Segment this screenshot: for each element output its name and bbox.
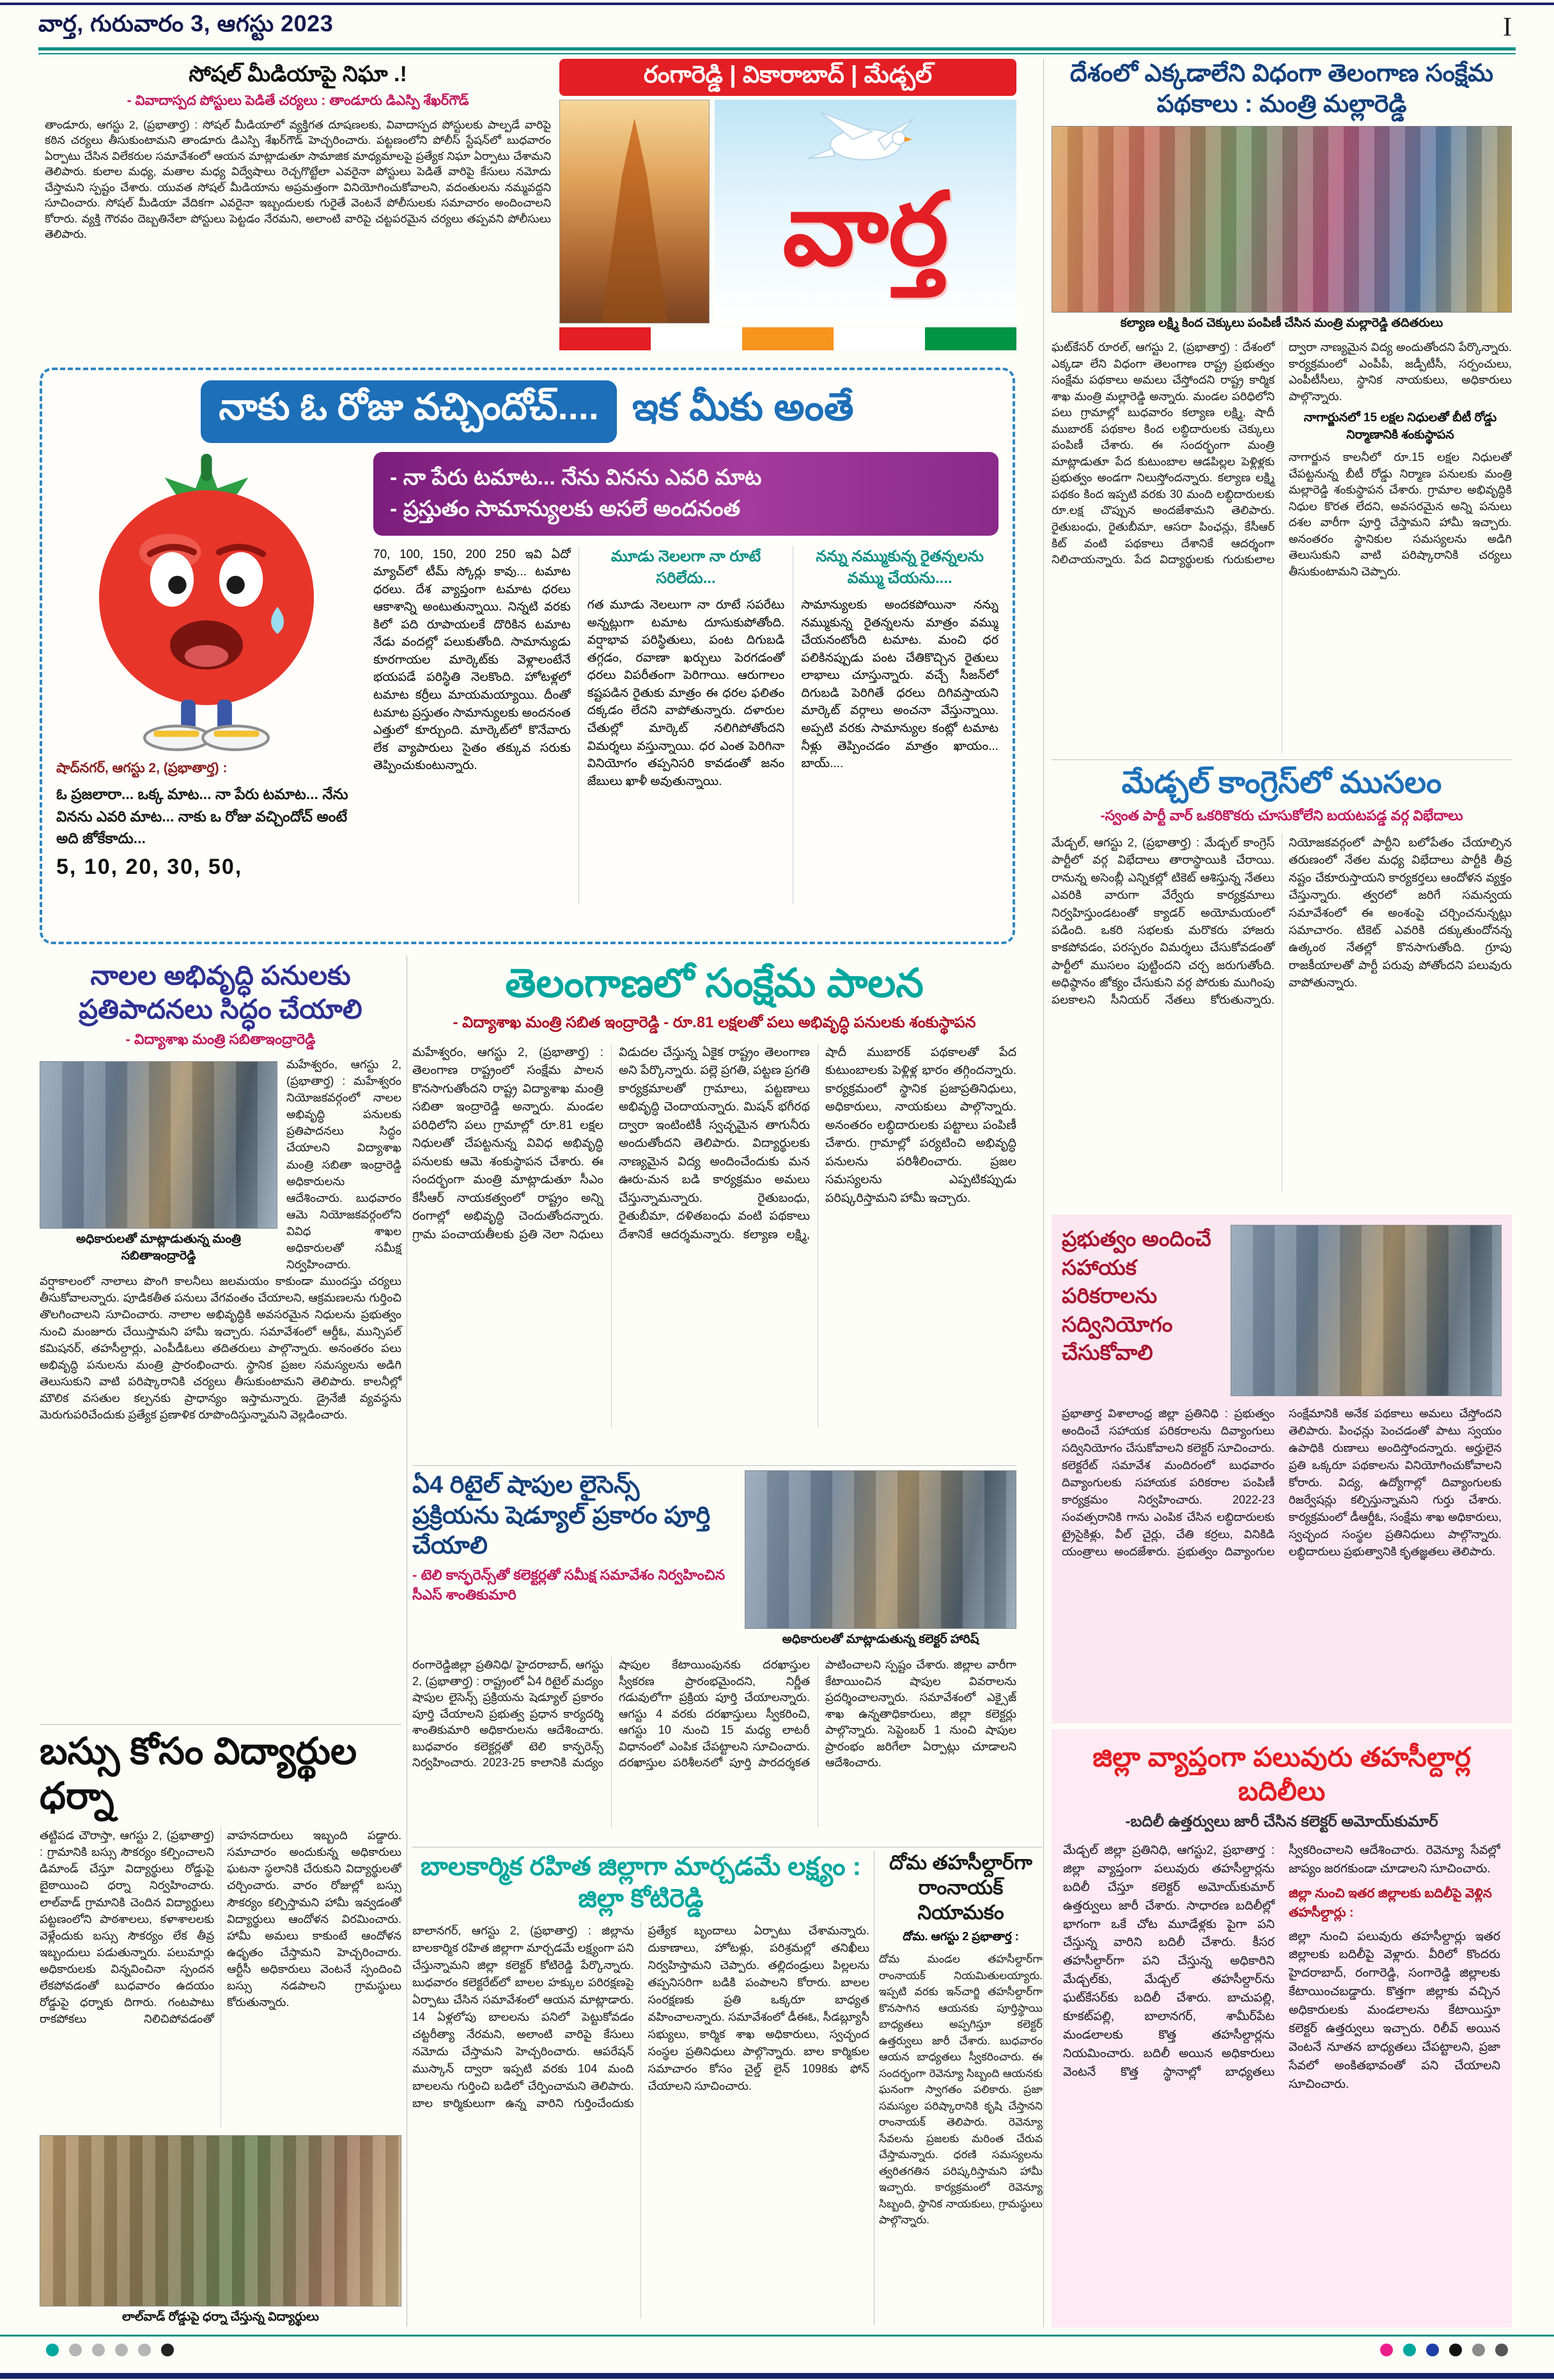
article-body: రంగారెడ్డిజిల్లా ప్రతినిధి/ హైదరాబాద్, ఆగస్టు 2, (ప్రభాతార్త) : రాష్ట్రంలో ఏ4 రిటైల్ మద్యం షాపుల లైసెన్స్ ప్రక్రియను షెడ్యూల్ ప్రకారం పూర్తి చేయాలని ప్రభుత్వ ప్రధాన కార్యదర్శి శాంతికుమారి అధికారులను ఆదేశించారు. బుధవారం కలెక్టర్లతో టెలి కాన్ఫరెన్స్ నిర్వహించారు. 2023-25 కాలానికి మద్యం షాపుల కేటాయింపునకు దరఖాస్తుల స్వీకరణ ప్రారంభమైందని, నిర్ణీత గడువులోగా ప్రక్రియ పూర్తి చేయాలన్నారు. ఆగస్టు 4 వరకు దరఖాస్తులు స్వీకరించి, ఆగస్టు 10 నుంచి 15 మధ్య లాటరీ విధానంలో ఎంపిక చేపట్టాలని సూచించారు. దరఖాస్తుల పరిశీలనలో పూర్తి పారదర్శకత పాటించాలని స్పష్టం చేశారు. జిల్లాల వారీగా కేటాయించిన షాపుల వివరాలను ప్రదర్శించాలన్నారు. సమావేశంలో ఎక్సైజ్ శాఖ ఉన్నతాధికారులు, జిల్లా కలెక్టర్లు పాల్గొన్నారు. సెప్టెంబర్ 1 నుంచి షాపుల ప్రారంభం జరిగేలా ఏర్పాట్లు చూడాలని ఆదేశించారు. [412,1658,1016,1769]
article-canal-development [40,959,401,1720]
masthead-row [559,100,1016,323]
article-title: నాలల అభివృద్ధి పనులకు ప్రతిపాదనలు సిద్ధం చేయాలి [79,960,362,1024]
article-title: బస్సు కోసం విద్యార్థుల ధర్నా [40,1731,357,1817]
feature-side-text: ఓ ప్రజలారా... ఒక్క మాట... నా పేరు టమాట... నేను వినను ఎవరి మాట... నాకు ఒ రోజు వచ్చిందోచ్ అంటే అది జోకేకాదు... [56,786,348,846]
districts-label: రంగారెడ్డి | వికారాబాద్ | మేడ్చల్ [643,61,933,88]
photo-caption: అధికారులతో మాట్లాడుతున్న మంత్రి సబితాఇంద్రారెడ్డి [75,1233,242,1263]
feature-deck-box [373,452,998,536]
article-body: తాండూరు, ఆగస్టు 2, (ప్రభాతార్త) : సోషల్ మీడియాలో వ్యక్తిగత దూషణలకు, వివాదాస్పద పోస్టులకు పాల్పడే వారిపై కఠిన చర్యలు తీసుకుంటామని తాండూరు డిఎస్పి శేఖర్‌గౌడ్ హెచ్చరించారు. పట్టణంలోని పోలీస్ స్టేషన్‌లో బుధవారం ఏర్పాటు చేసిన విలేకరుల సమావేశంలో ఆయన మాట్లాడుతూ సామాజిక మాధ్యమాలపై ప్రత్యేక నిఘా ఏర్పాటు చేశామని తెలిపారు. కులాల మధ్య, మతాల మధ్య విద్వేషాలు రెచ్చగొట్టేలా ఎవరైనా పోస్టులు పెడితే వారిపై కేసులు నమోదు చేస్తామని స్పష్టం చేశారు. యువత సోషల్ మీడియాను అప్రమత్తంగా వినియోగించుకోవాలని, వదంతులను నమ్మవద్దని సూచించారు. సోషల్ మీడియా వేదికగా ఎవరైనా ఇబ్బందులకు గురైతే వెంటనే పోలీసులకు సమాచారం అందించాలని కోరారు. వ్యక్తి గౌరవం దెబ్బతినేలా పోస్టులు పెట్టడం నేరమని, అలాంటి వారిపై చట్టపరమైన చర్యలు తప్పవని పోలీసులు తెలిపారు. [45,118,551,240]
article-divider [40,1724,401,1725]
article-assistive-devices [1052,1215,1512,1723]
page-header [38,10,1516,43]
bottom-border-line [0,2373,1554,2379]
headline-highlight: నాకు ఓ రోజు వచ్చిందోచ్.... [201,380,617,443]
pagination-dot [138,2344,151,2356]
footer-dots-right [1380,2344,1508,2356]
pagination-dot [1472,2344,1485,2356]
pagination-dot [1380,2344,1393,2356]
feature-body [373,546,998,904]
article-subhead: జిల్లా నుంచి ఇతర జిల్లాలకు బదిలీపై వెళ్లిన తహసీల్దార్లు : [1289,1886,1492,1920]
stripe-segment [651,327,742,350]
photo-block [745,1470,1016,1649]
article-title: జిల్లా వ్యాప్తంగా పలువురు తహసీల్దార్ల బదిలీలు [1092,1742,1471,1806]
article-body: మేడ్చల్, ఆగస్టు 2, (ప్రభాతార్త) : మేడ్చల్ కాంగ్రెస్ పార్టీలో వర్గ విభేదాలు తారాస్థాయికి చేరాయి. రానున్న అసెంబ్లీ ఎన్నికల్లో టికెట్ ఆశిస్తున్న నేతలు ఎవరికి వారుగా వేర్వేరు కార్యక్రమాలు నిర్వహిస్తుండటంతో క్యాడర్ అయోమయంలో పడింది. ఒకరి సభలకు మరొకరు హాజరు కాకపోవడం, పరస్పరం విమర్శలు చేసుకోవడంతో పార్టీలో ముసలం పుట్టిందని చర్చ జరుగుతోంది. అధిష్ఠానం జోక్యం చేసుకుని వర్గ పోరుకు ముగింపు పలకాలని సీనియర్ నేతలు కోరుతున్నారు. నియోజకవర్గంలో పార్టీని బలోపేతం చేయాల్సిన తరుణంలో నేతల మధ్య విభేదాలు పార్టీకి తీవ్ర నష్టం చేకూరుస్తాయని కార్యకర్తలు ఆందోళన వ్యక్తం చేస్తున్నారు. త్వరలో జరిగే సమన్వయ సమావేశంలో ఈ అంశంపై చర్చించనున్నట్లు సమాచారం. టికెట్ ఎవరికి దక్కుతుందోనన్న ఉత్కంఠ నేతల్లో కొనసాగుతోంది. గ్రూపు రాజకీయాలతో పార్టీ పరువు పోతోందని పలువురు వాపోతున్నారు. [1052,836,1512,1007]
body-paragraph: జిల్లా నుంచి పలువురు తహసీల్దార్లు ఇతర జిల్లాలకు బదిలీపై వెళ్లారు. వీరిలో కొందరు హైదరాబాద్, రంగారెడ్డి, సంగారెడ్డి జిల్లాలకు కేటాయించబడ్డారు. కొత్తగా జిల్లాకు వచ్చిన అధికారులకు మండలాలను కేటాయిస్తూ కలెక్టర్ ఉత్తర్వులు ఇచ్చారు. రిలీవ్ అయిన వెంటనే నూతన బాధ్యతలు చేపట్టాలని, ప్రజా సేవలో అంకితభావంతో పని చేయాలని సూచించారు. [1289,1929,1500,2091]
footer-dots-left [46,2344,174,2356]
article-title: దేశంలో ఎక్కడాలేని విధంగా తెలంగాణ సంక్షేమ పథకాలు : మంత్రి మల్లారెడ్డి [1069,60,1494,118]
stripe-segment [834,327,925,350]
stripe-segment [742,327,834,350]
article-body: దోమ మండల తహసీల్దార్‌గా రాంనాయక్ నియమితులయ్యారు. ఇప్పటి వరకు ఇన్‌చార్జి తహసీల్దార్‌గా కొనసాగిన ఆయనకు పూర్తిస్థాయి బాధ్యతలు అప్పగిస్తూ కలెక్టర్ ఉత్తర్వులు జారీ చేశారు. బుధవారం ఆయన బాధ్యతలు స్వీకరించారు. ఈ సందర్భంగా రెవెన్యూ సిబ్బంది ఆయనకు ఘనంగా స్వాగతం పలికారు. ప్రజా సమస్యల పరిష్కారానికి కృషి చేస్తానని రాంనాయక్ తెలిపారు. రెవెన్యూ సేవలను ప్రజలకు మరింత చేరువ చేస్తామన్నారు. ధరణి సమస్యలను త్వరితగతిన పరిష్కరిస్తామని హామీ ఇచ్చారు. కార్యక్రమంలో రెవెన్యూ సిబ్బంది, స్థానిక నాయకులు, గ్రామస్థులు పాల్గొన్నారు. [879,1953,1043,2227]
article-body: తట్టిపడ చౌరాస్తా, ఆగస్టు 2, (ప్రభాతార్త) : గ్రామానికి బస్సు సౌకర్యం కల్పించాలని డిమాండ్ చేస్తూ విద్యార్థులు రోడ్డుపై బైఠాయించి ధర్నా నిర్వహించారు. లాల్‌వాడ్ గ్రామానికి చెందిన విద్యార్థులు పట్టణంలోని పాఠశాలలు, కళాశాలలకు వెళ్లేందుకు బస్సు సౌకర్యం లేక తీవ్ర ఇబ్బందులు పడుతున్నారు. పలుమార్లు అధికారులకు విన్నవించినా స్పందన లేకపోవడంతో బుధవారం ఉదయం రోడ్డుపై ధర్నాకు దిగారు. గంటపాటు రాకపోకలు నిలిచిపోవడంతో వాహనదారులు ఇబ్బంది పడ్డారు. సమాచారం అందుకున్న అధికారులు ఘటనా స్థలానికి చేరుకుని విద్యార్థులతో చర్చించారు. వారం రోజుల్లో బస్సు సౌకర్యం కల్పిస్తామని హామీ ఇవ్వడంతో విద్యార్థులు ఆందోళన విరమించారు. హామీ అమలు కాకుంటే ఆందోళన ఉధృతం చేస్తామని హెచ్చరించారు. ఆర్టీసీ అధికారులు వెంటనే స్పందించి బస్సు నడపాలని గ్రామస్థులు కోరుతున్నారు. [40,1829,401,2026]
body-paragraph: గత మూడు నెలలుగా నా రూటే సపరేటు అన్నట్లుగా టమాట దూసుకుపోతోంది. వర్షాభావ పరిస్థితులు, పంట దిగుబడి తగ్గడం, రవాణా ఖర్చులు పెరగడంతో ధరలు విపరీతంగా పెరిగాయి. ఆరుగాలం కష్టపడిన రైతుకు మాత్రం ఈ ధరల ఫలితం దక్కడం లేదని వాపోతున్నారు. దళారుల చేతుల్లో మార్కెట్ నలిగిపోతోందని విమర్శలు వస్తున్నాయి. ధర ఎంత పెరిగినా వినియోగం తప్పనిసరి కావడంతో జనం జేబులు ఖాళీ అవుతున్నాయి. [587,598,785,788]
article-title: దోమ తహసీల్దార్‌గా రాంనాయక్ నియామకం [889,1851,1032,1924]
body-paragraph: 70, 100, 150, 200 250 ఇవి ఏదో మ్యాచ్‌లో టీమ్ స్కోర్లు కావు... టమాట ధరలు. దేశ వ్యాప్తంగా టమాట ధరలు ఆకాశాన్ని అంటుతున్నాయి. నిన్నటి వరకు కిలో పది రూపాయలకే దొరికిన టమాట నేడు వందల్లో పలుకుతోంది. సామాన్యుడు కూరగాయల మార్కెట్‌కు వెళ్లాలంటేనే భయపడే పరిస్థితి నెలకొంది. హోటళ్లలో టమాట కర్రీలు మాయమయ్యాయి. దీంతో టమాట ప్రస్తుతం సామాన్యులకు అందనంత ఎత్తులో కూర్చుంది. మార్కెట్‌లో కొనేవారు లేక వ్యాపారులు సైతం తక్కువ సరుకు తెప్పించుకుంటున్నారు. [373,547,571,773]
article-body: మహేశ్వరం, ఆగస్టు 2, (ప్రభాతార్త) : తెలంగాణ రాష్ట్రంలో సంక్షేమ పాలన కొనసాగుతోందని రాష్ట్ర విద్యాశాఖ మంత్రి సబితా ఇంద్రారెడ్డి అన్నారు. మండల పరిధిలోని పలు గ్రామాల్లో రూ.81 లక్షల నిధులతో చేపట్టనున్న వివిధ అభివృద్ధి పనులకు ఆమె శంకుస్థాపన చేశారు. ఈ సందర్భంగా మంత్రి మాట్లాడుతూ సీఎం కేసీఆర్ నాయకత్వంలో రాష్ట్రం అన్ని రంగాల్లో అభివృద్ధి చెందుతోందన్నారు. గ్రామ పంచాయతీలకు ప్రతి నెలా నిధులు విడుదల చేస్తున్న ఏకైక రాష్ట్రం తెలంగాణ అని పేర్కొన్నారు. పల్లె ప్రగతి, పట్టణ ప్రగతి కార్యక్రమాలతో గ్రామాలు, పట్టణాలు అభివృద్ధి చెందాయన్నారు. మిషన్ భగీరథ ద్వారా ఇంటింటికీ స్వచ్ఛమైన తాగునీరు అందుతోందని తెలిపారు. విద్యార్థులకు నాణ్యమైన విద్య అందించేందుకు మన ఊరు-మన బడి కార్యక్రమం అమలు చేస్తున్నామన్నారు. రైతుబంధు, రైతుబీమా, దళితబంధు వంటి పథకాలు దేశానికే ఆదర్శమన్నారు. కల్యాణ లక్ష్మి, షాదీ ముబారక్ పథకాలతో పేద కుటుంబాలకు పెళ్లిళ్ల భారం తగ్గిందన్నారు. కార్యక్రమంలో స్థానిక ప్రజాప్రతినిధులు, అధికారులు, నాయకులు పాల్గొన్నారు. అనంతరం లబ్ధిదారులకు పట్టాలు పంపిణీ చేశారు. గ్రామాల్లో పర్యటించి అభివృద్ధి పనులను పరిశీలించారు. ప్రజల సమస్యలను ఎప్పటికప్పుడు పరిష్కరిస్తామని హామీ ఇచ్చారు. [412,1045,1016,1241]
article-kicker: -బదిలీ ఉత్తర్వులు జారీ చేసిన కలెక్టర్ అమోయ్‌కుమార్ [1125,1813,1438,1830]
body-paragraph: మేడ్చల్ జిల్లా ప్రతినిధి, ఆగస్టు2, ప్రభాతార్త : జిల్లా వ్యాప్తంగా పలువురు తహసీల్దార్లను బదిలీ చేస్తూ కలెక్టర్ అమోయ్‌కుమార్ ఉత్తర్వులు జారీ చేశారు. సాధారణ బదిలీల్లో భాగంగా ఒకే చోట మూడేళ్లకు పైగా పని చేస్తున్న వారిని బదిలీ చేశారు. కీసర తహసీల్దార్‌గా పని చేస్తున్న అధికారిని మేడ్చల్‌కు, మేడ్చల్ తహసీల్దార్‌ను ఘట్‌కేసర్‌కు బదిలీ చేశారు. బాచుపల్లి, కూకట్‌పల్లి, బాలానగర్, శామీర్‌పేట మండలాలకు కొత్త తహసీల్దార్లను నియమించారు. బదిలీ అయిన అధికారులు వెంటనే కొత్త స్థానాల్లో బాధ్యతలు స్వీకరించాలని ఆదేశించారు. రెవెన్యూ సేవల్లో జాప్యం జరగకుండా చూడాలని సూచించారు. [1063,1844,1500,2079]
edition-date: వార్త, గురువారం 3, ఆగస్టు 2023 [38,10,334,36]
students-dharna-photo [40,2135,401,2306]
gopuram-shape [582,118,687,323]
footer-rule [0,2335,1554,2337]
feature-subhead: మూడు నెలలగా నా రూటే సరిలేదు... [610,547,761,587]
feature-dateline: షాద్‌నగర్, ఆగస్టు 2, (ప్రభాతార్త) : [56,761,228,775]
article-body: ప్రభాతార్త విశాలాంధ్ర జిల్లా ప్రతినిధి : ప్రభుత్వం అందించే సహాయక పరికరాలను దివ్యాంగులు సద్వినియోగం చేసుకోవాలని కలెక్టర్ సూచించారు. కలెక్టరేట్ సమావేశ మందిరంలో బుధవారం దివ్యాంగులకు సహాయక పరికరాల పంపిణీ కార్యక్రమం నిర్వహించారు. 2022-23 సంవత్సరానికి గాను ఎంపిక చేసిన లబ్ధిదారులకు ట్రైసైకిళ్లు, వీల్ చైర్లు, చేతి కర్రలు, వినికిడి యంత్రాలు అందజేశారు. ప్రభుత్వం దివ్యాంగుల సంక్షేమానికి అనేక పథకాలు అమలు చేస్తోందని తెలిపారు. పింఛన్లు పెంచడంతో పాటు స్వయం ఉపాధికి రుణాలు అందిస్తోందన్నారు. అర్హులైన ప్రతి ఒక్కరూ పథకాలను వినియోగించుకోవాలని కోరారు. విద్య, ఉద్యోగాల్లో దివ్యాంగులకు రిజర్వేషన్లు కల్పిస్తున్నామని గుర్తు చేశారు. కార్యక్రమంలో డీఆర్డీఓ, సంక్షేమ శాఖ అధికారులు, స్వచ్ఛంద సంస్థల ప్రతినిధులు పాల్గొన్నారు. లబ్ధిదారులు ప్రభుత్వానికి కృతజ్ఞతలు తెలిపారు. [1062,1407,1502,1558]
column-rule [1043,59,1044,2327]
article-divider [1052,759,1512,760]
article-body: మహేశ్వరం, ఆగస్టు 2, (ప్రభాతార్త) : మహేశ్వరం నియోజకవర్గంలో నాలల అభివృద్ధి పనులకు ప్రతిపాదనలు సిద్ధం చేయాలని విద్యాశాఖ మంత్రి సబితా ఇంద్రారెడ్డి అధికారులను ఆదేశించారు. బుధవారం ఆమె నియోజకవర్గంలోని వివిధ శాఖల అధికారులతో సమీక్ష నిర్వహించారు. వర్షాకాలంలో నాలాలు పొంగి కాలనీలు జలమయం కాకుండా ముందస్తు చర్యలు తీసుకోవాలన్నారు. పూడికతీత పనులు వేగవంతం చేయాలని, ఆక్రమణలను గుర్తించి తొలగించాలని సూచించారు. నాలాల అభివృద్ధికి అవసరమైన నిధులను ప్రభుత్వం నుంచి మంజూరు చేయిస్తామని హామీ ఇచ్చారు. సమావేశంలో ఆర్డీఓ, మున్సిపల్ కమిషనర్, తహసీల్దార్లు, ఎంపీడీఓలు తదితరులు పాల్గొన్నారు. అనంతరం పలు అభివృద్ధి పనులను మంత్రి ప్రారంభించారు. స్థానిక ప్రజల సమస్యలను అడిగి తెలుసుకుని వాటి పరిష్కారానికి చర్యలు తీసుకుంటామని తెలిపారు. కాలనీల్లో మౌలిక వసతుల కల్పనకు ప్రాధాన్యం ఇస్తామన్నారు. డ్రైనేజీ వ్యవస్థను మెరుగుపరిచేందుకు ప్రత్యేక ప్రణాళిక రూపొందిస్తున్నామని వెల్లడించారు. [40,1058,401,1421]
cheque-distribution-photo [1052,126,1512,313]
feature-subhead: నన్ను నమ్ముకున్న రైతన్నలను వమ్ము చేయను.... [816,547,984,587]
pagination-dot [46,2344,59,2356]
deck-line: - నా పేరు టమాట... నేను వినను ఎవరి మాట [390,465,762,490]
pagination-dot [69,2344,82,2356]
article-title: బాలకార్మిక రహిత జిల్లాగా మార్చడమే లక్ష్యం : జిల్లా కోటిరెడ్డి [421,1853,861,1913]
article-kicker: - విద్యాశాఖ మంత్రి సబితాఇంద్రారెడ్డి [125,1031,316,1047]
temple-photo [559,100,710,323]
body-paragraph: సామాన్యులకు అందకపోయినా నన్ను నమ్ముకున్న రైతన్నలను మాత్రం వమ్ము చేయనంటోంది టమాట. మంచి ధర పలికినప్పుడు పంట చేతికొచ్చిన రైతులు లాభాలు చూస్తున్నారు. వచ్చే సీజన్‌లో దిగుబడి పెరిగితే ధరలు దిగివస్తాయని మార్కెట్ వర్గాలు అంచనా వేస్తున్నాయి. అప్పటి వరకు సామాన్యుల కంట్లో టమాట నీళ్లు తెప్పించడం మాత్రం ఖాయం... బాయ్.... [801,598,998,771]
article-tomato-feature [40,368,1015,944]
feature-price-numbers: 5, 10, 20, 30, 50, [56,854,243,879]
article-doma-tahsildar [879,1851,1043,2325]
article-title: మేడ్చల్ కాంగ్రెస్‌లో ముసలం [1121,766,1442,800]
article-head-row [412,1470,1016,1649]
minister-meeting-photo [40,1061,277,1229]
article-head-row [1062,1225,1502,1396]
pagination-dot [1403,2344,1416,2356]
headline-block [412,1470,732,1649]
body-paragraph: నాగార్జున కాలనీలో రూ.15 లక్షల నిధులతో చేపట్టనున్న బీటీ రోడ్డు నిర్మాణ పనులకు మంత్రి మల్లారెడ్డి శంకుస్థాపన చేశారు. గ్రామాల అభివృద్ధికి నిధుల కొరత లేదని, అవసరమైన అన్ని పనులు దశల వారీగా పూర్తి చేస్తామని హామీ ఇచ్చారు. అనంతరం స్థానికుల సమస్యలను అడిగి తెలుసుకుని వాటి పరిష్కారానికి చర్యలు తీసుకుంటామని చెప్పారు. [1289,451,1512,578]
dove-icon [782,100,949,176]
collector-meeting-photo [745,1470,1016,1629]
feature-headline [56,380,998,443]
article-kicker: - విద్యాశాఖ మంత్రి సబిత ఇంద్రారెడ్డి - రూ.81 లక్షలతో పలు అభివృద్ధి పనులకు శంకుస్థాపన [453,1013,976,1031]
photo-caption: లాల్‌వాడ్ రోడ్డుపై ధర్నా చేస్తున్న విద్యార్థులు [122,2310,319,2324]
collectorate-meeting-photo [1231,1225,1502,1396]
article-social-media [45,61,551,360]
article-bus-dharna [40,1729,401,2325]
article-title: ఏ4 రిటైల్ షాపుల లైసెన్స్ ప్రక్రియను షెడ్యూల్ ప్రకారం పూర్తి చేయాలి [412,1472,711,1559]
pagination-dot [115,2344,128,2356]
article-body: బాలానగర్, ఆగస్టు 2, (ప్రభాతార్త) : జిల్లాను బాలకార్మిక రహిత జిల్లాగా మార్చడమే లక్ష్యంగా పని చేస్తున్నామని జిల్లా కలెక్టర్ కోటిరెడ్డి పేర్కొన్నారు. బుధవారం కలెక్టరేట్‌లో బాలల హక్కుల పరిరక్షణపై ఏర్పాటు చేసిన సమావేశంలో ఆయన మాట్లాడారు. 14 ఏళ్లలోపు బాలలను పనిలో పెట్టుకోవడం చట్టరీత్యా నేరమని, అలాంటి వారిపై కేసులు నమోదు చేస్తామని హెచ్చరించారు. ఆపరేషన్ ముస్కాన్ ద్వారా ఇప్పటి వరకు 104 మంది బాలలను గుర్తించి బడిలో చేర్పించామని తెలిపారు. బాల కార్మికులుగా ఉన్న వారిని గుర్తించేందుకు ప్రత్యేక బృందాలు ఏర్పాటు చేశామన్నారు. దుకాణాలు, హోటళ్లు, పరిశ్రమల్లో తనిఖీలు నిర్వహిస్తామని చెప్పారు. తల్లిదండ్రులు పిల్లలను తప్పనిసరిగా బడికి పంపాలని కోరారు. బాలల సంరక్షణకు ప్రతి ఒక్కరూ బాధ్యత వహించాలన్నారు. సమావేశంలో డీఈఓ, సీడబ్ల్యూసీ సభ్యులు, కార్మిక శాఖ అధికారులు, స్వచ్ఛంద సంస్థల ప్రతినిధులు పాల్గొన్నారు. బాల కార్మికుల సమాచారం కోసం చైల్డ్ లైన్ 1098కు ఫోన్ చేయాలని సూచించారు. [412,1924,869,2110]
page-number: I [1503,13,1512,42]
headline-rest: ఇక మీకు అంతే [632,385,854,428]
masthead [559,59,1016,361]
stripe-segment [559,327,651,350]
article-welfare-schemes [1052,59,1512,756]
feature-main [56,452,998,904]
article-kicker: - వివాదాస్పద పోస్టులు పెడితే చర్యలు : తాండూరు డిఎస్పి శేఖర్‌గౌడ్ [127,93,469,108]
photo-block [40,1061,277,1266]
masthead-stripe [559,327,1016,350]
article-subhead: నాగార్జునలో 15 లక్షల నిధులతో బీటీ రోడ్డు నిర్మాణానికి శంకుస్థాపన [1303,411,1497,442]
article-congress-rift [1052,764,1512,1209]
pagination-dot [161,2344,174,2356]
article-kicker: - టెలి కాన్ఫరెన్స్‌తో కలెక్టర్లతో సమీక్ష సమావేశం నిర్వహించిన సీఎస్ శాంతికుమారి [412,1566,726,1603]
article-dateline: దోమ. ఆగస్టు 2 ప్రభాతార్త : [903,1930,1019,1943]
pagination-dot [92,2344,105,2356]
masthead-districts-banner [559,59,1016,96]
article-title: సోషల్ మీడియాపై నిఘా .! [189,62,407,86]
photo-caption: అధికారులతో మాట్లాడుతున్న కలెక్టర్ హారిష్ [782,1633,979,1646]
pagination-dot [1426,2344,1439,2356]
article-child-labour-free [412,1851,869,2325]
masthead-title: వార్త [782,173,949,286]
pagination-dot [1495,2344,1508,2356]
article-body [1052,339,1512,754]
top-border-line [0,3,1554,5]
article-divider [412,1465,1016,1466]
header-rule [38,47,1516,54]
feature-left-column [56,452,357,904]
article-body [1063,1842,1500,2334]
article-tahsildar-transfers [1052,1729,1512,2328]
article-title: ప్రభుత్వం అందించే సహాయక పరికరాలను సద్వినియోగం చేసుకోవాలి [1062,1227,1211,1365]
pagination-dot [1449,2344,1462,2356]
stripe-segment [925,327,1016,350]
article-title: తెలంగాణలో సంక్షేమ పాలన [505,961,924,1006]
tomato-cartoon [66,452,347,752]
deck-line: - ప్రస్తుతం సామాన్యులకు అసలే అందనంత [390,497,741,522]
article-a4-shop-licences [412,1470,1016,1845]
article-welfare-rule [412,959,1016,1463]
article-kicker: -స్వంత పార్టీ వార్ ఒకరికొకరు చూసుకోలేని బయటపడ్డ వర్గ విభేదాలు [1100,807,1463,823]
photo-caption: కల్యాణ లక్ష్మి కింద చెక్కులు పంపిణీ చేసిన మంత్రి మల్లారెడ్డి తదితరులు [1120,316,1443,330]
feature-right-column [373,452,998,904]
body-paragraph: ఘట్‌కేసర్ రూరల్, ఆగస్టు 2, (ప్రభాతార్త) : దేశంలో ఎక్కడా లేని విధంగా తెలంగాణ రాష్ట్ర ప్రభుత్వం సంక్షేమ పథకాలు అమలు చేస్తోందని రాష్ట్ర కార్మిక శాఖ మంత్రి మల్లారెడ్డి అన్నారు. మండల పరిధిలోని పలు గ్రామాల్లో బుధవారం కల్యాణ లక్ష్మి, షాదీ ముబారక్ పథకాల కింద లబ్ధిదారులకు చెక్కులు పంపిణీ చేశారు. ఈ సందర్భంగా మంత్రి మాట్లాడుతూ పేద కుటుంబాల ఆడపిల్లల పెళ్లిళ్లకు ప్రభుత్వం అండగా నిలుస్తోందన్నారు. కల్యాణ లక్ష్మి పథకం కింద ఇప్పటి వరకు 30 మంది లబ్ధిదారులకు రూ.లక్ష చొప్పున అందజేశామని తెలిపారు. రైతుబంధు, రైతుబీమా, ఆసరా పింఛన్లు, కేసీఆర్ కిట్ వంటి పథకాలు దేశానికే ఆదర్శంగా నిలిచాయన్నారు. పేద విద్యార్థులకు గురుకులాల ద్వారా నాణ్యమైన విద్య అందుతోందని పేర్కొన్నారు. కార్యక్రమంలో ఎంపీపీ, జడ్పీటీసీ, సర్పంచులు, ఎంపీటీసీలు, స్థానిక నాయకులు, అధికారులు పాల్గొన్నారు. [1052,341,1512,566]
masthead-art [715,100,1016,323]
